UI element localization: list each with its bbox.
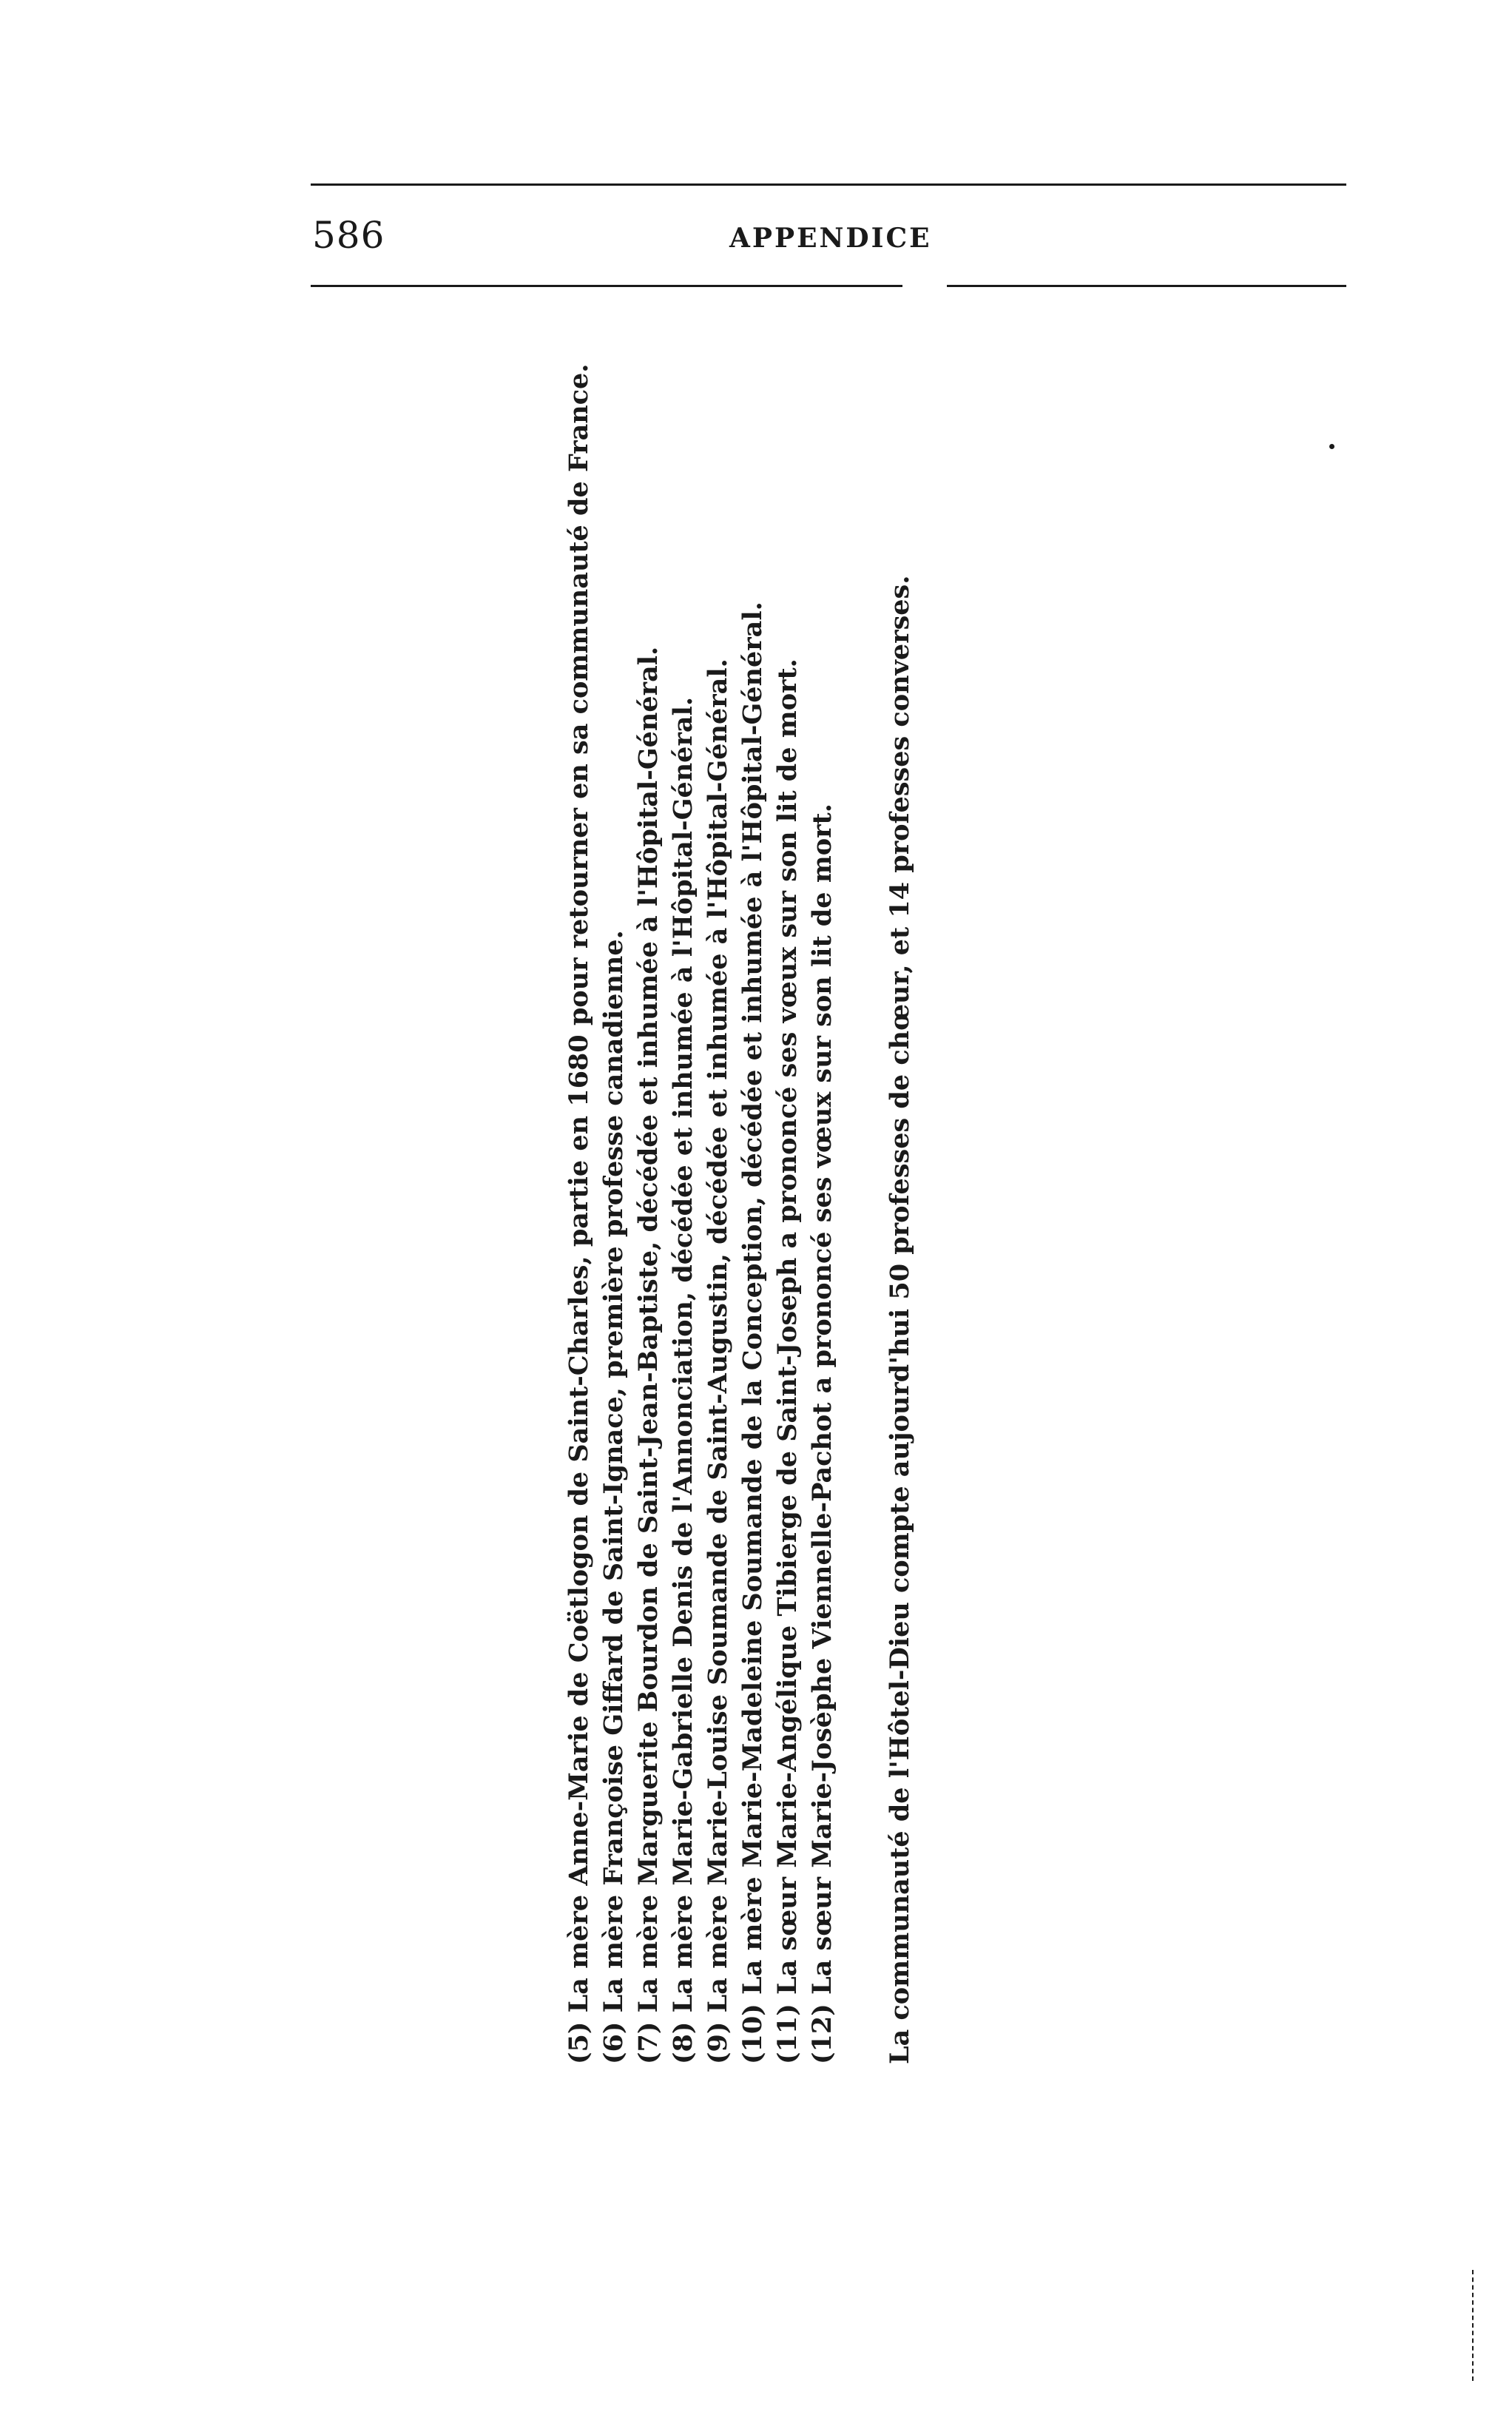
running-head: APPENDICE: [729, 223, 932, 254]
header-top-rule: [311, 183, 1346, 186]
footnote-number: (6): [598, 2021, 629, 2064]
header-bottom-rule-right: [947, 285, 1346, 287]
footnote-number: (10): [738, 2004, 768, 2064]
margin-dashed-line: [1472, 2270, 1475, 2381]
footnote-number: (7): [633, 2021, 664, 2064]
footnote-text: La mère Anne-Marie de Coëtlogon de Saint-Charles, partie en 1680 pour retourner en sa communauté de France.: [564, 363, 594, 2013]
community-summary: La communauté de l'Hôtel-Dieu compte aujourd'hui 50 professes de chœur, et 14 professes converses.: [885, 575, 915, 2064]
footnote-text: La mère Marie-Louise Soumande de Saint-Augustin, décédée et inhumée à l'Hôpital-Général.: [703, 658, 733, 2013]
footnote-7: [631, 333, 666, 2064]
ink-speck: [1329, 444, 1334, 449]
footnote-5: [561, 333, 596, 2064]
footnote-text: La mère Marguerite Bourdon de Saint-Jean-Baptiste, décédée et inhumée à l'Hôpital-Général.: [633, 646, 664, 2013]
footnote-text: La mère Françoise Giffard de Saint-Ignace, première professe canadienne.: [598, 930, 629, 2013]
footnote-6: [596, 333, 631, 2064]
footnote-number: (5): [564, 2021, 594, 2064]
footnote-number: (11): [772, 2004, 803, 2064]
footnote-text: La sœur Marie-Angélique Tibierge de Saint-Joseph a prononcé ses vœux sur son lit de mort.: [772, 658, 803, 1995]
footnote-9: [701, 333, 735, 2064]
page-number: 586: [312, 214, 385, 257]
footnote-text: La mère Marie-Gabrielle Denis de l'Annonciation, décédée et inhumée à l'Hôpital-Général.: [668, 696, 698, 2013]
rotated-notes-block: [551, 333, 1291, 2109]
footnote-number: (9): [703, 2021, 733, 2064]
footnote-list: [561, 333, 840, 2064]
footnote-text: La mère Marie-Madeleine Soumande de la Conception, décédée et inhumée à l'Hôpital-Général.: [738, 602, 768, 1995]
footnote-10: [735, 333, 770, 2064]
header-bottom-rule-left: [311, 285, 902, 287]
footnote-8: [666, 333, 701, 2064]
footnote-11: [770, 333, 805, 2064]
footnote-number: (8): [668, 2021, 698, 2064]
footnote-12: [805, 333, 840, 2064]
footnote-text: La sœur Marie-Josèphe Viennelle-Pachot a prononcé ses vœux sur son lit de mort.: [807, 803, 837, 1995]
footnote-number: (12): [807, 2004, 837, 2064]
